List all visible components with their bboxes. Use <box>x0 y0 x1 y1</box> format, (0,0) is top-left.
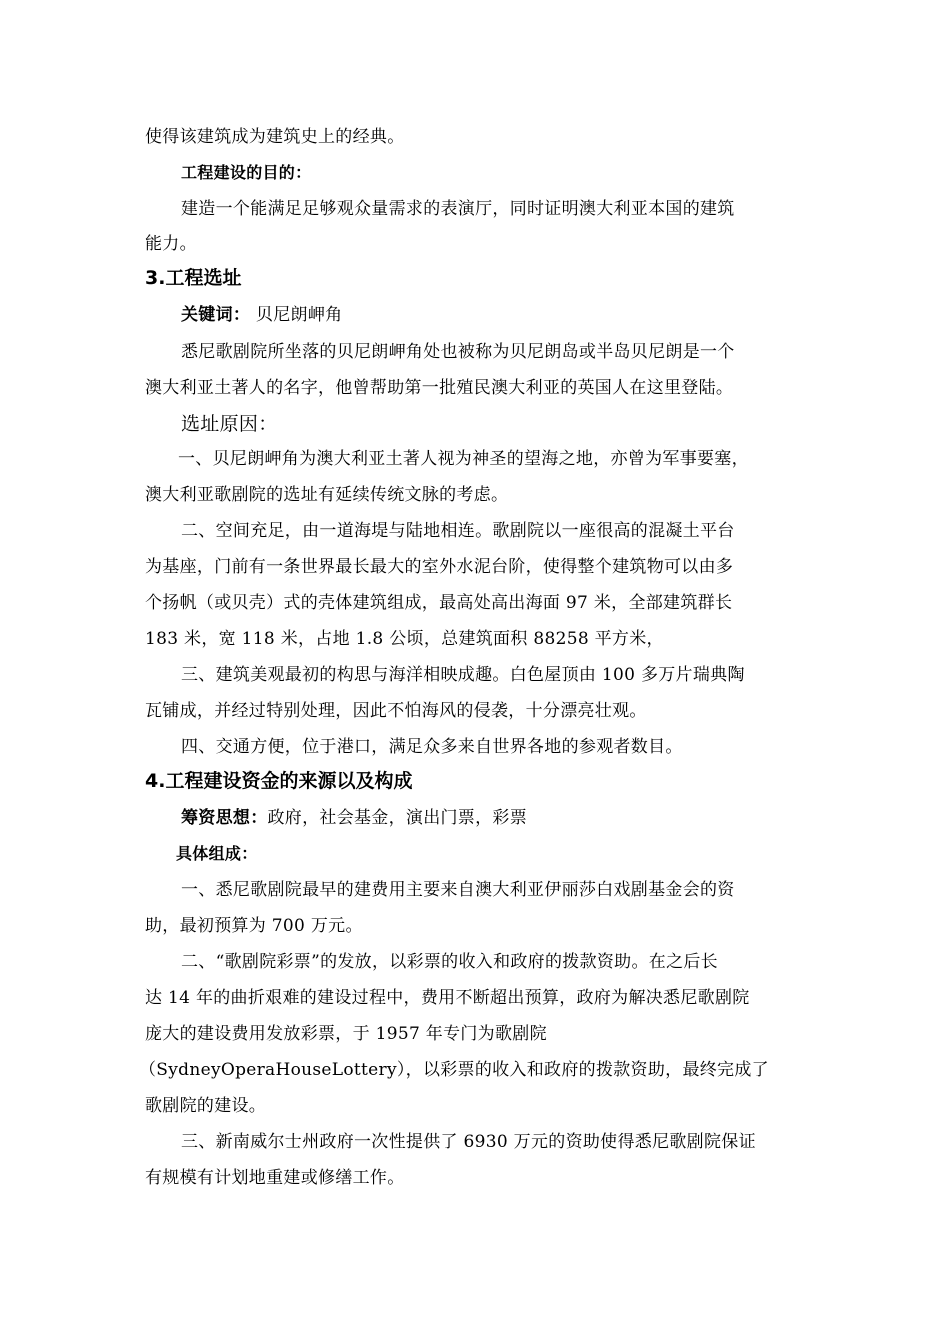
paragraph-line: 四、交通方便，位于港口，满足众多来自世界各地的参观者数目。 <box>181 737 683 757</box>
keyword-value: 贝尼朗岬角 <box>255 305 343 325</box>
paragraph-line: 183 米，宽 118 米，占地 1.8 公顷，总建筑面积 88258 平方米， <box>145 629 664 649</box>
paragraph-line: 澳大利亚土著人的名字，他曾帮助第一批殖民澳大利亚的英国人在这里登陆。 <box>145 378 734 398</box>
funding-idea-line <box>181 807 846 829</box>
paragraph-line: 悉尼歌剧院所坐落的贝尼朗岬角处也被称为贝尼朗岛或半岛贝尼朗是一个 <box>181 342 735 362</box>
paragraph-line: 一、悉尼歌剧院最早的建费用主要来自澳大利亚伊丽莎白戏剧基金会的资 <box>181 880 735 900</box>
paragraph-line: 三、建筑美观最初的构思与海洋相映成趣。白色屋顶由 100 多万片瑞典陶 <box>181 665 745 685</box>
paragraph-line: 建造一个能满足足够观众量需求的表演厅，同时证明澳大利亚本国的建筑 <box>181 199 735 219</box>
paragraph-line: 歌剧院的建设。 <box>145 1096 267 1116</box>
composition-heading: 具体组成： <box>176 844 258 863</box>
paragraph-line: 一、贝尼朗岬角为澳大利亚土著人视为神圣的望海之地，亦曾为军事要塞， <box>178 449 749 469</box>
section-4-title: 4.工程建设资金的来源以及构成 <box>145 770 413 792</box>
paragraph-line: 达 14 年的曲折艰难的建设过程中，费用不断超出预算，政府为解决悉尼歌剧院 <box>145 988 750 1008</box>
reasons-heading: 选址原因： <box>181 413 278 435</box>
section-3-title: 3.工程选址 <box>145 267 242 289</box>
paragraph-line: 庞大的建设费用发放彩票，于 1957 年专门为歌剧院 <box>145 1024 547 1044</box>
paragraph-line: （SydneyOperaHouseLottery），以彩票的收入和政府的拨款资助，最终完成了 <box>139 1060 769 1080</box>
paragraph-line: 三、新南威尔士州政府一次性提供了 6930 万元的资助使得悉尼歌剧院保证 <box>181 1132 756 1152</box>
funding-idea-value: 政府，社会基金，演出门票，彩票 <box>267 808 527 828</box>
paragraph-line: 二、“歌剧院彩票”的发放，以彩票的收入和政府的拨款资助。在之后长 <box>181 952 718 972</box>
keyword-line <box>181 304 846 326</box>
paragraph-line: 为基座，门前有一条世界最长最大的室外水泥台阶，使得整个建筑物可以由多 <box>145 557 734 577</box>
paragraph-line: 使得该建筑成为建筑史上的经典。 <box>145 127 405 147</box>
paragraph-line: 助，最初预算为 700 万元。 <box>145 916 363 936</box>
paragraph-line: 有规模有计划地重建或修缮工作。 <box>145 1168 405 1188</box>
keyword-label: 关键词： <box>181 305 251 325</box>
paragraph-line: 二、空间充足，由一道海堤与陆地相连。歌剧院以一座很高的混凝土平台 <box>181 521 735 541</box>
paragraph-line: 能力。 <box>145 234 197 254</box>
paragraph-line: 澳大利亚歌剧院的选址有延续传统文脉的考虑。 <box>145 485 509 505</box>
paragraph-line: 个扬帆（或贝壳）式的壳体建筑组成，最高处高出海面 97 米，全部建筑群长 <box>145 593 733 613</box>
funding-idea-label: 筹资思想： <box>181 808 268 828</box>
purpose-heading: 工程建设的目的： <box>181 163 312 182</box>
paragraph-line: 瓦铺成，并经过特别处理，因此不怕海风的侵袭，十分漂亮壮观。 <box>145 701 647 721</box>
